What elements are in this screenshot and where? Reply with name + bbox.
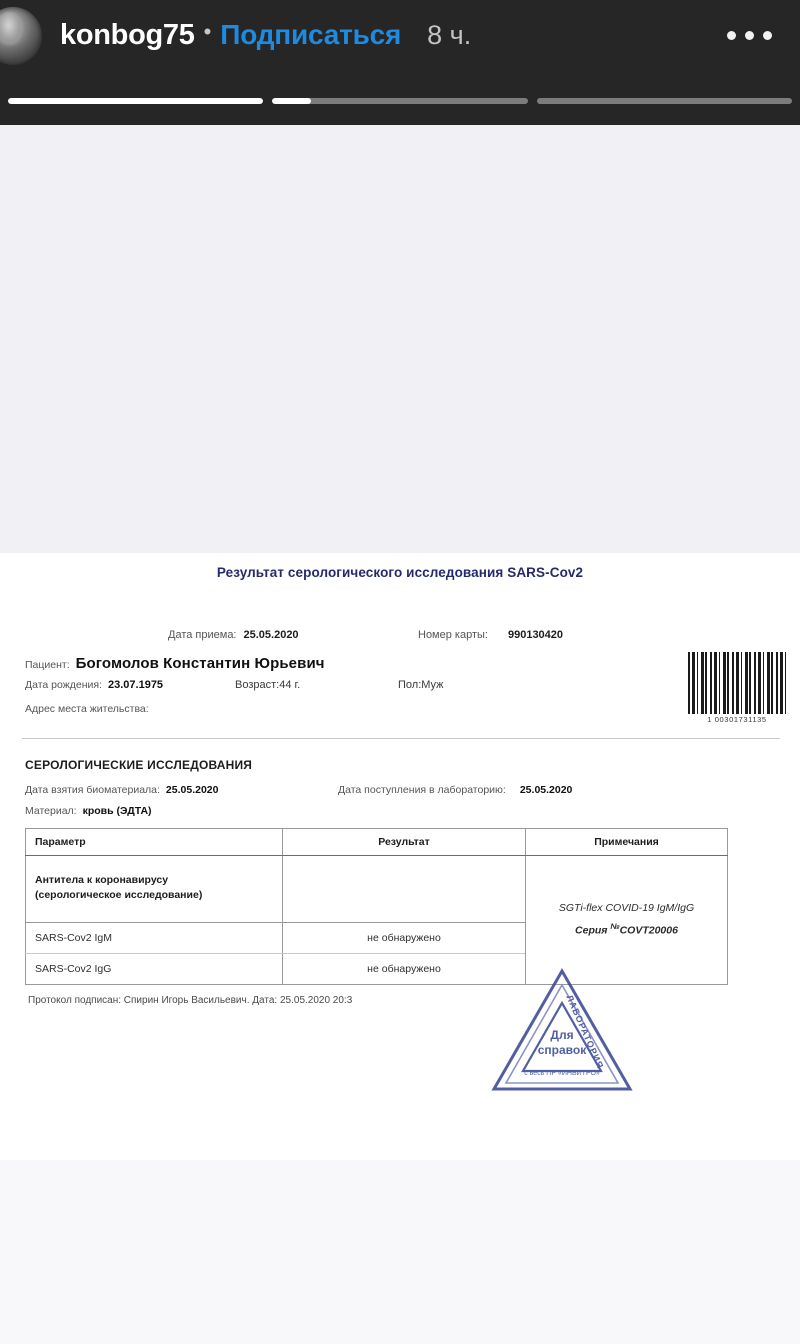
username-label[interactable]: konbog75 — [60, 18, 195, 51]
stamp-center-line1: Для — [550, 1028, 574, 1042]
barcode-icon — [688, 652, 786, 714]
column-header-result: Результат — [283, 829, 526, 856]
photo-blank-lower-area — [0, 1160, 800, 1344]
card-number-value: 990130420 — [507, 629, 564, 641]
more-options-button[interactable] — [727, 31, 772, 40]
ellipsis-icon-dot-1 — [727, 31, 736, 40]
separator-dot: • — [203, 19, 212, 44]
stamp-base-text: с весь ПР «ИНВИТРО» — [524, 1070, 600, 1077]
row-result: не обнаружено — [283, 954, 526, 985]
story-header — [0, 0, 800, 70]
biomaterial-taken-value: 25.05.2020 — [165, 784, 219, 796]
photo-blank-upper-area — [0, 125, 800, 553]
numero-sign-icon: № — [610, 921, 620, 931]
ellipsis-icon-dot-2 — [745, 31, 754, 40]
story-progress-bars — [8, 98, 792, 104]
lab-arrival-value: 25.05.2020 — [519, 784, 573, 796]
patient-birth-row — [25, 679, 163, 691]
progress-segment-1[interactable] — [8, 98, 263, 104]
document-title: Результат серологического исследования SARS-Cov2 — [216, 565, 584, 580]
results-table-head — [26, 829, 728, 856]
patient-age-row — [235, 679, 300, 691]
material-value: кровь (ЭДТА) — [82, 805, 152, 817]
protocol-signature: Протокол подписан: Спирин Игорь Васильевич. Дата: 25.05.2020 20:3 — [28, 995, 353, 1006]
patient-sex-value: Муж — [421, 679, 444, 691]
ellipsis-icon-dot-3 — [763, 31, 772, 40]
group-parameter-line2: (серологическое исследование) — [35, 889, 203, 901]
svg-text:с весь ПР «ИНВИТРО» — [524, 1070, 600, 1077]
progress-segment-3[interactable] — [537, 98, 792, 104]
admission-date-label: Дата приема: — [168, 629, 237, 641]
biomaterial-taken-label: Дата взятия биоматериала: — [25, 784, 160, 796]
patient-age-value: 44 г. — [279, 679, 301, 691]
patient-sex-label: Пол: — [398, 679, 422, 691]
note-serial-value: COVT20006 — [619, 924, 678, 937]
card-number-group — [418, 629, 563, 641]
patient-address-row — [25, 703, 155, 715]
story-timestamp: 8 ч. — [427, 19, 472, 50]
story-top-bar — [0, 0, 800, 125]
group-parameter-cell — [26, 856, 283, 923]
admission-date-group — [168, 629, 299, 641]
progress-segment-2[interactable] — [272, 98, 527, 104]
follow-button[interactable]: Подписаться — [220, 19, 402, 50]
lab-report-document — [0, 553, 800, 1160]
patient-name-value: Богомолов Константин Юрьевич — [75, 655, 325, 672]
note-kit-name: SGTi-flex COVID-19 IgM/IgG — [558, 901, 695, 914]
barcode-number: 1 00301731135 — [707, 715, 767, 724]
results-table — [25, 828, 728, 985]
lab-arrival-label: Дата поступления в лабораторию: — [338, 784, 506, 796]
group-parameter-line1: Антитела к коронавирусу — [35, 873, 169, 886]
patient-address-label: Адрес места жительства: — [25, 703, 149, 715]
biomaterial-taken-row — [25, 784, 218, 796]
patient-birth-label: Дата рождения: — [25, 679, 102, 691]
column-header-note: Примечания — [526, 829, 728, 856]
table-row — [26, 856, 728, 923]
row-result: не обнаружено — [283, 923, 526, 954]
patient-sex-row — [398, 679, 444, 691]
triangular-stamp-icon — [487, 963, 637, 1097]
material-label: Материал: — [25, 805, 77, 817]
stamp-arc-text: ЛАБОРАТОРИЯ — [564, 993, 606, 1071]
note-serial-line — [532, 919, 721, 941]
material-row — [25, 805, 152, 817]
patient-birth-value: 23.07.1975 — [108, 679, 164, 691]
note-serial-label: Серия — [575, 924, 608, 937]
header-divider — [22, 738, 780, 739]
patient-name-row — [25, 655, 325, 672]
barcode-block — [688, 652, 786, 724]
patient-age-label: Возраст: — [235, 679, 280, 691]
group-result-cell — [283, 856, 526, 923]
avatar[interactable] — [0, 7, 42, 65]
card-number-label: Номер карты: — [418, 629, 488, 641]
row-parameter: SARS-Cov2 IgM — [26, 923, 283, 954]
stamp-center-line2: справок — [537, 1043, 587, 1057]
table-header-row — [26, 829, 728, 856]
column-header-parameter: Параметр — [26, 829, 283, 856]
row-parameter: SARS-Cov2 IgG — [26, 954, 283, 985]
lab-arrival-row — [338, 784, 572, 796]
admission-date-value: 25.05.2020 — [243, 629, 299, 641]
patient-name-label: Пациент: — [25, 659, 70, 671]
section-heading: СЕРОЛОГИЧЕСКИЕ ИССЛЕДОВАНИЯ — [25, 758, 253, 772]
story-media[interactable] — [0, 125, 800, 1344]
